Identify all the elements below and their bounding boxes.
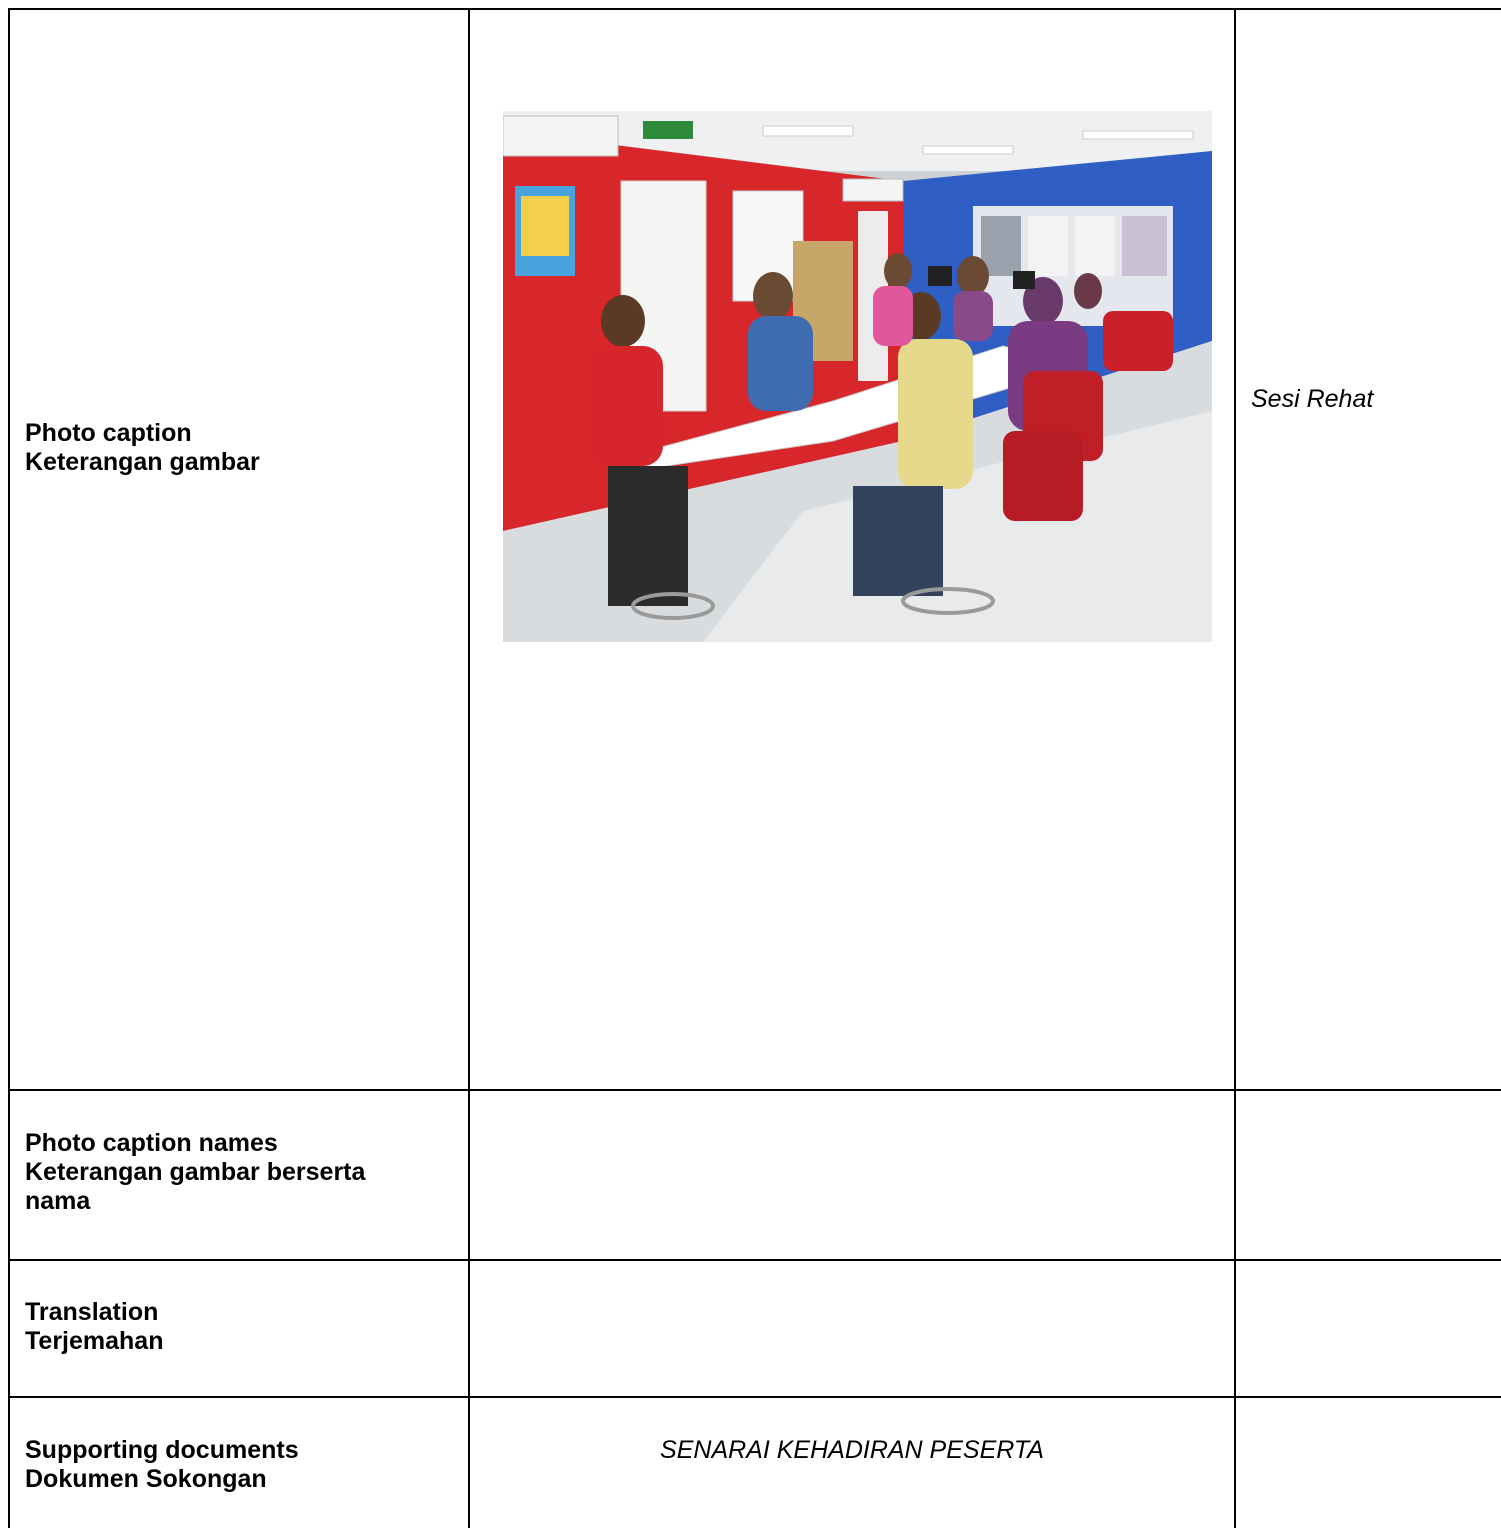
table-border-left [8, 8, 10, 1528]
row-divider-1 [8, 1089, 1501, 1091]
column-divider-2 [1234, 8, 1236, 1528]
row-label-photo-caption-names: Photo caption names Keterangan gambar berserta nama [25, 1129, 366, 1215]
supporting-documents-value: SENARAI KEHADIRAN PESERTA [660, 1436, 1044, 1464]
row-divider-3 [8, 1396, 1501, 1398]
row-label-translation: Translation Terjemahan [25, 1298, 164, 1355]
table-border-top [8, 8, 1501, 10]
column-divider-1 [468, 8, 470, 1528]
row-divider-2 [8, 1259, 1501, 1261]
row-label-photo-caption: Photo caption Keterangan gambar [25, 419, 260, 476]
photo-caption-note: Sesi Rehat [1251, 385, 1374, 413]
rest-session-photo [503, 111, 1212, 642]
row-label-supporting-documents: Supporting documents Dokumen Sokongan [25, 1436, 299, 1493]
